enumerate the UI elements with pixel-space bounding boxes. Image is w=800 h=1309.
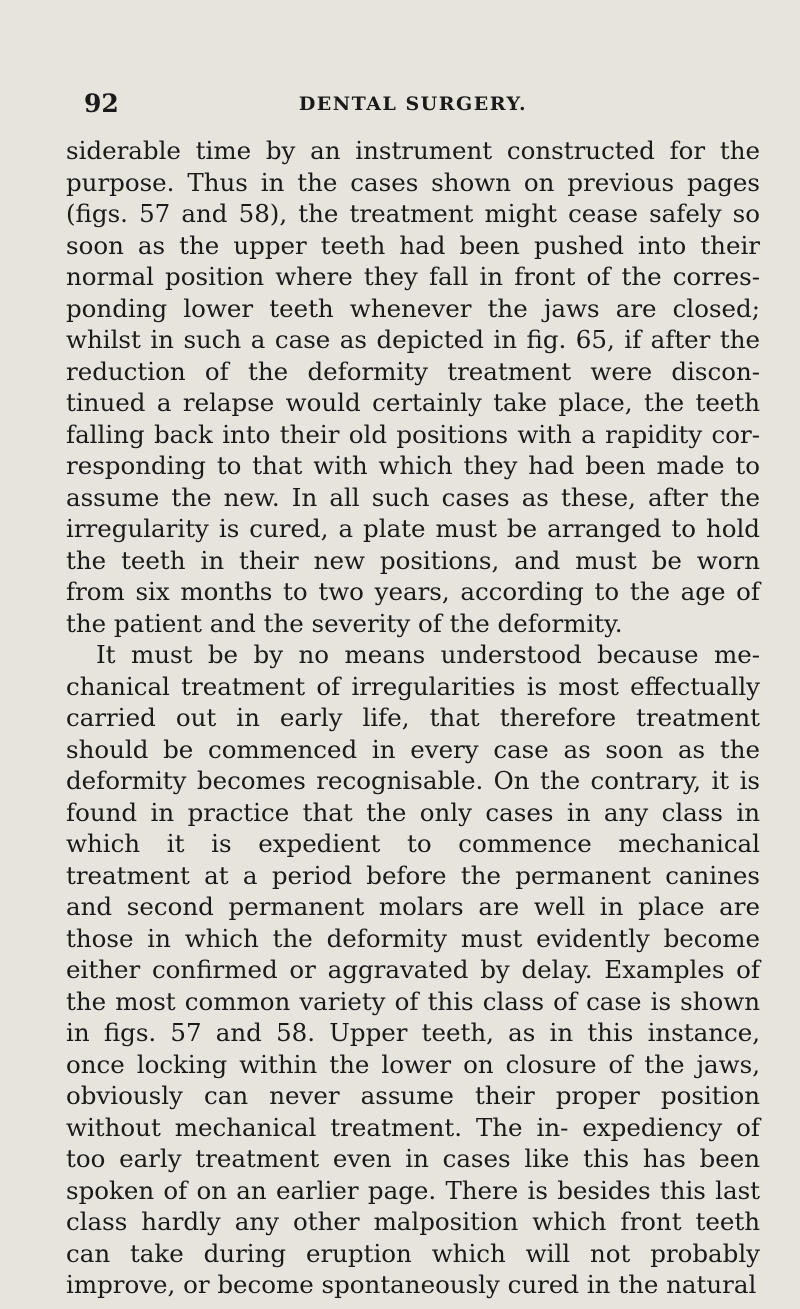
page-number: 92 [84, 89, 119, 118]
paragraph-1: siderable time by an instrument constructed for the purpose. Thus in the cases shown on previous pages (figs. 57 and 58), the treatment might cease safely so soon as the upper teeth had been pushed into their normal position where they fall in front of the corres- ponding lower teeth whenever the jaws are closed; whilst in such a case as depicted in fig. 65, if after the reduction of the deformity treatment were discon- tinued a relapse would certainly take place, the teeth falling back into their old positions with a rapidity cor- responding to that with which they had been made to assume the new. In all such cases as these, after the irregularity is cured, a plate must be arranged to hold the teeth in their new positions, and must be worn from six months to two years, according to the age of the patient and the severity of the deformity. [66, 136, 760, 638]
running-head: DENTAL SURGERY. [298, 93, 528, 115]
paragraph-2: It must be by no means understood because me- chanical treatment of irregularities is most effectually carried out in early life, that therefore treatment should be commenced in every case as soon as the deformity becomes recognisable. On the contrary, it is found in practice that the only cases in any class in which it is expedient to commence mechanical treatment at a period before the permanent canines and second permanent molars are well in place are those in which the deformity must evidently become either confirmed or aggravated by delay. Examples of the most common variety of this class of case is shown in figs. 57 and 58. Upper teeth, as in this instance, once locking within the lower on closure of the jaws, obviously can never assume their proper position without mechanical treatment. The in- expediency of too early treatment even in cases like this has been spoken of on an earlier page. There is besides this last class hardly any other malposition which front teeth can take during eruption which will not probably improve, or become spontaneously cured in the natural [66, 640, 760, 1299]
page-header [66, 89, 760, 119]
body-text [66, 135, 760, 1301]
